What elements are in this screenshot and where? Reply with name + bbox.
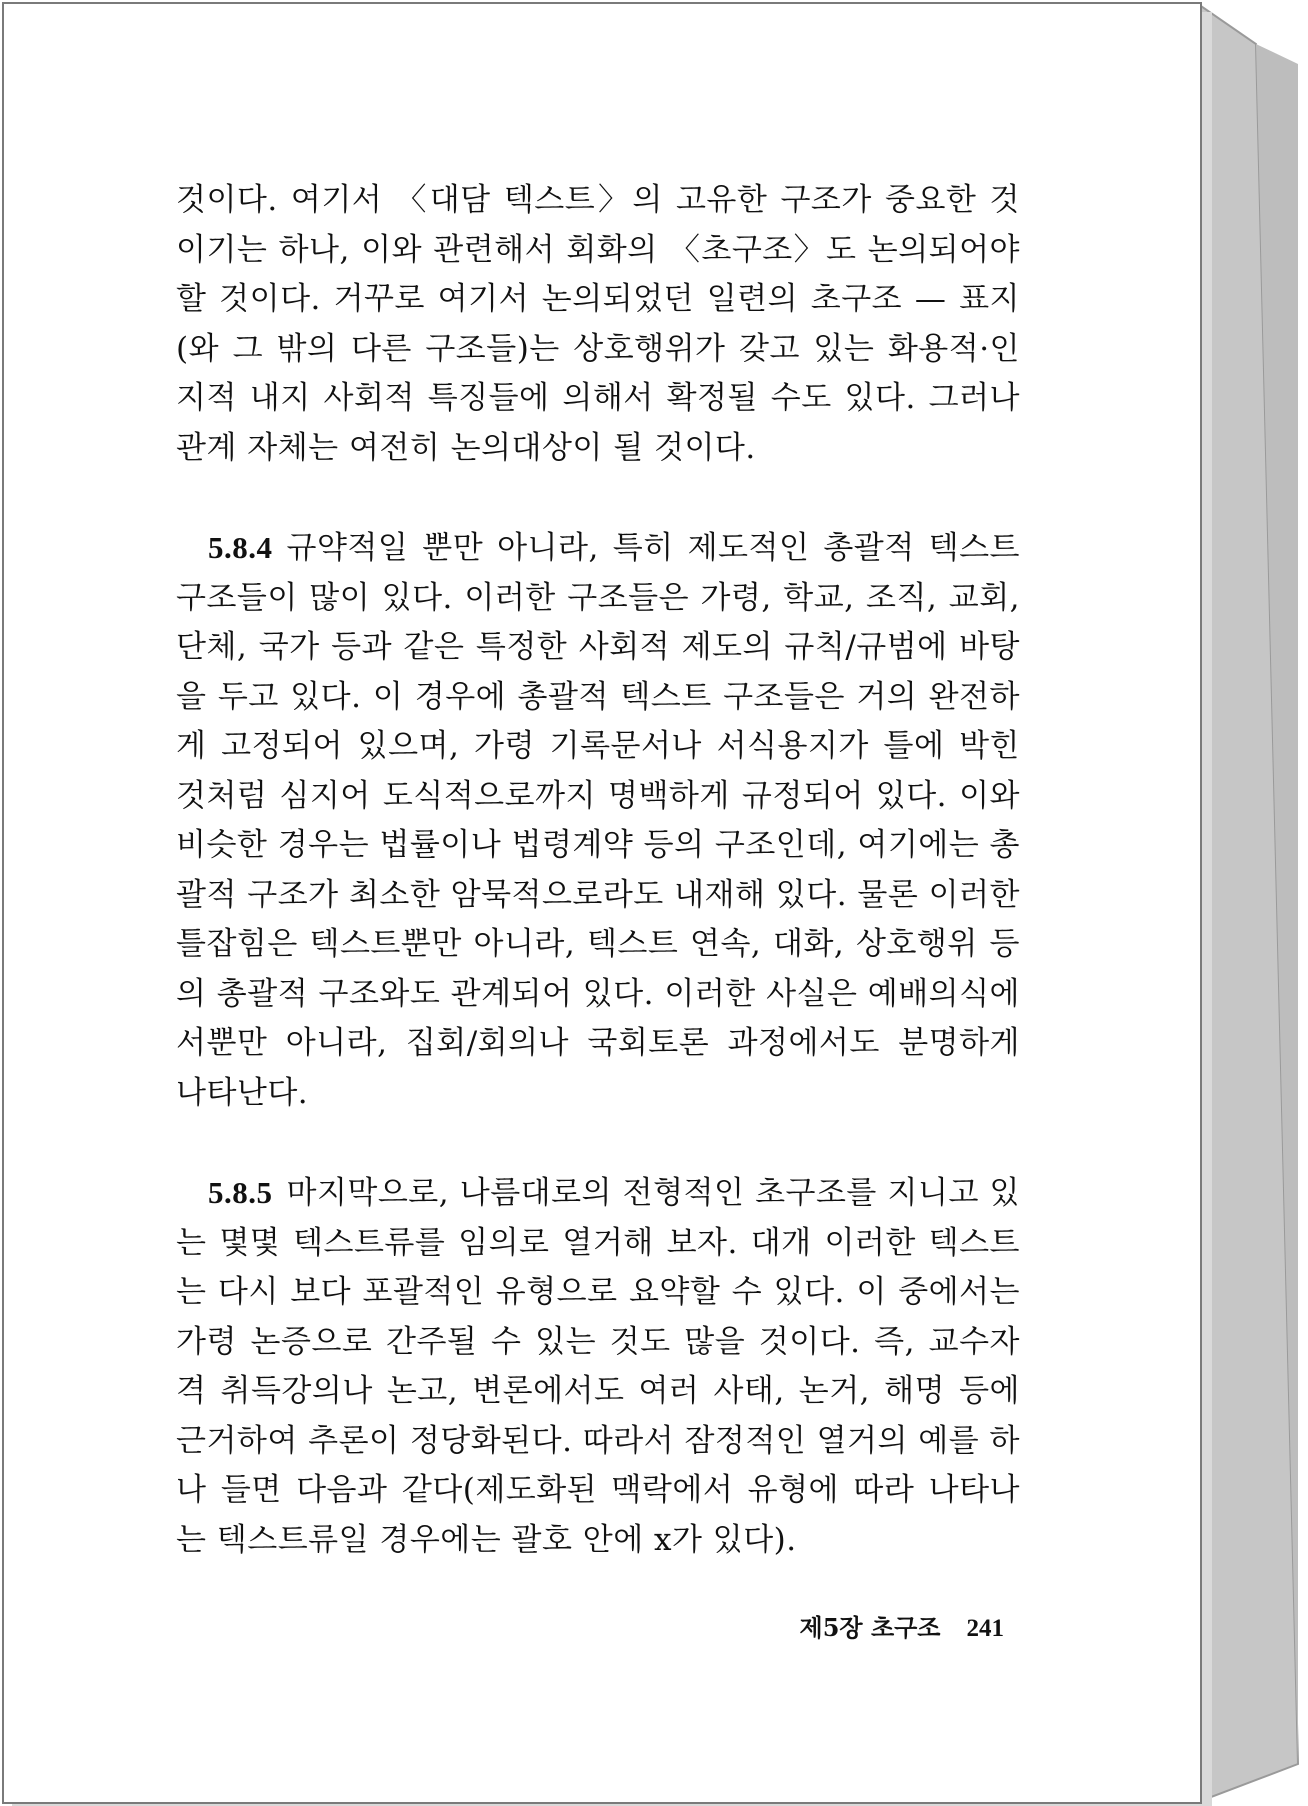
paragraph-5-8-4 — [176, 523, 1020, 1118]
paragraph-text: 것이다. 여기서 〈대담 텍스트〉의 고유한 구조가 중요한 것이기는 하나, 이와 관련해서 회화의 〈초구조〉도 논의되어야 할 것이다. 거꾸로 여기서 논의되었던 일련의 초구조 — 표지(와 그 밖의 다른 구조들)는 상호행위가 갖고 있는 화용적·인지적 내지 사회적 특징들에 의해서 확정될 수도 있다. 그러나 관계 자체는 여전히 논의대상이 될 것이다. — [176, 182, 1020, 466]
running-footer — [800, 1608, 1004, 1643]
paragraph-text: 마지막으로, 나름대로의 전형적인 초구조를 지니고 있는 몇몇 텍스트류를 임의로 열거해 보자. 대개 이러한 텍스트는 다시 보다 포괄적인 유형으로 요약할 수 있다. 이 중에서는 가령 논증으로 간주될 수 있는 것도 많을 것이다. 즉, 교수자격 취득강의나 논고, 변론에서도 여러 사태, 논거, 해명 등에 근거하여 추론이 정당화된다. 따라서 잠정적인 열거의 예를 하나 들면 다음과 같다(제도화된 맥락에서 유형에 따라 나타나는 텍스트류일 경우에는 괄호 안에 x가 있다). — [176, 1175, 1020, 1558]
paragraph-5-8-5 — [176, 1168, 1020, 1565]
section-number: 5.8.5 — [208, 1175, 273, 1210]
paragraph-continued — [176, 176, 1020, 473]
book-page — [2, 2, 1202, 1804]
page-number: 241 — [966, 1615, 1004, 1642]
chapter-title: 제5장 초구조 — [799, 1613, 941, 1642]
section-number: 5.8.4 — [208, 530, 273, 565]
page-body — [176, 176, 1020, 1565]
paragraph-text: 규약적일 뿐만 아니라, 특히 제도적인 총괄적 텍스트 구조들이 많이 있다. 이러한 구조들은 가령, 학교, 조직, 교회, 단체, 국가 등과 같은 특정한 사회적 제도의 규칙/규범에 바탕을 두고 있다. 이 경우에 총괄적 텍스트 구조들은 거의 완전하게 고정되어 있으며, 가령 기록문서나 서식용지가 틀에 박힌 것처럼 심지어 도식적으로까지 명백하게 규정되어 있다. 이와 비슷한 경우는 법률이나 법령계약 등의 구조인데, 여기에는 총괄적 구조가 최소한 암묵적으로라도 내재해 있다. 물론 이러한 틀잡힘은 텍스트뿐만 아니라, 텍스트 연속, 대화, 상호행위 등의 총괄적 구조와도 관계되어 있다. 이러한 사실은 예배의식에서뿐만 아니라, 집회/회의나 국회토론 과정에서도 분명하게 나타난다. — [176, 530, 1020, 1111]
book-edge-shading — [1198, 4, 1308, 1802]
